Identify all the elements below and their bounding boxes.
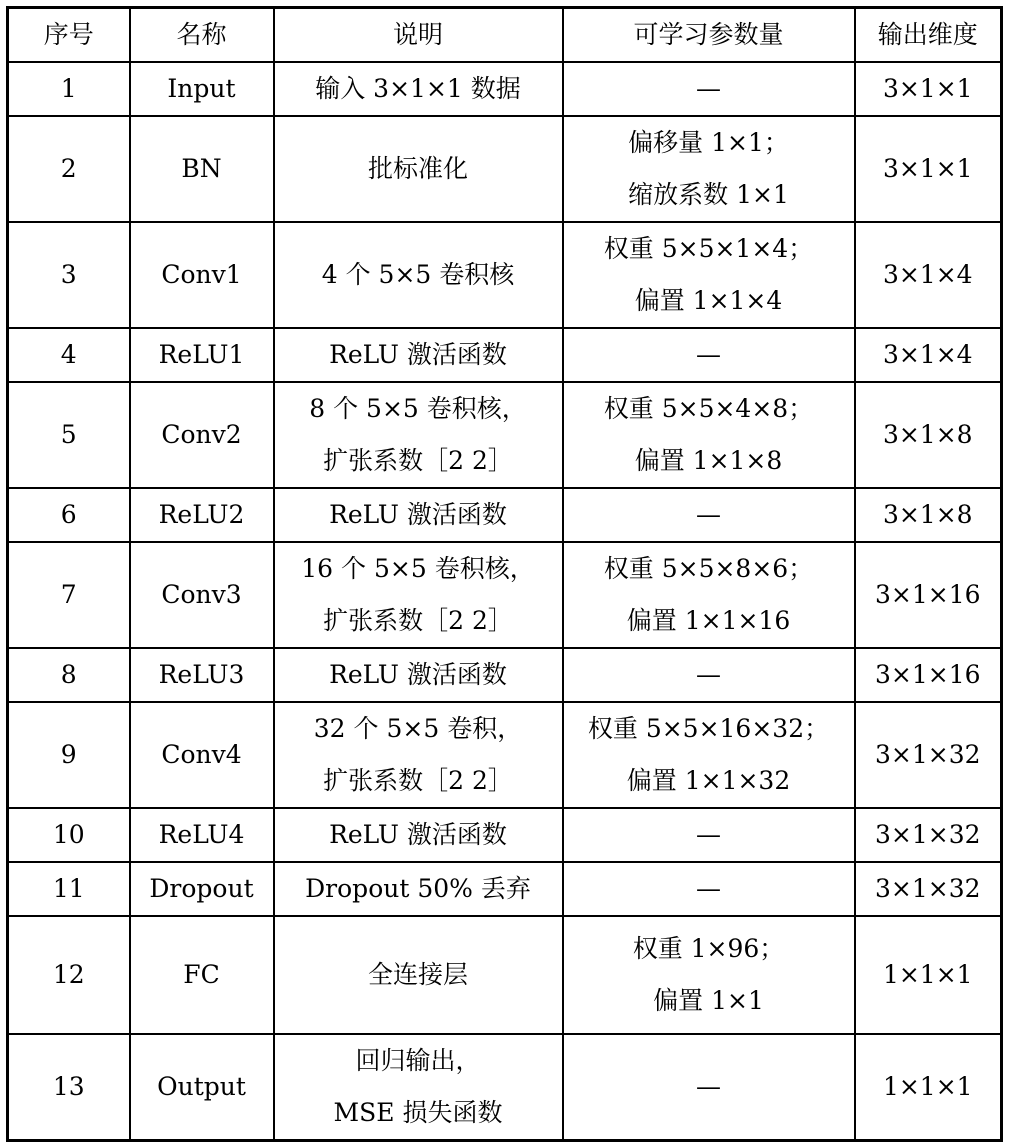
- cell-index: 5: [8, 382, 130, 488]
- cell-output-dimension: 3×1×16: [855, 648, 1002, 702]
- cell-description: [274, 328, 563, 382]
- cell-name: Conv1: [130, 222, 274, 328]
- cell-learnable-params: [563, 328, 855, 382]
- table-row: [8, 862, 1002, 916]
- cell-description-line: 扩张系数［2 2］: [323, 446, 513, 475]
- cell-index: 2: [8, 116, 130, 222]
- cell-description-line: 8 个 5×5 卷积核，: [309, 394, 527, 423]
- cell-index: 13: [8, 1034, 130, 1141]
- cell-learnable-params-line: 缩放系数 1×1: [628, 180, 789, 209]
- cell-description-line: MSE 损失函数: [333, 1098, 503, 1127]
- cell-name: Conv2: [130, 382, 274, 488]
- table-row: [8, 488, 1002, 542]
- cell-name: FC: [130, 916, 274, 1034]
- cell-description-line: 批标准化: [367, 154, 468, 183]
- cell-description-line: Dropout 50% 丢弃: [305, 874, 531, 903]
- cell-index: 4: [8, 328, 130, 382]
- cell-description-line: ReLU 激活函数: [329, 500, 507, 529]
- cell-description: [274, 702, 563, 808]
- cell-learnable-params-line: —: [696, 340, 721, 369]
- cell-output-dimension: 3×1×8: [855, 488, 1002, 542]
- cell-name: Conv4: [130, 702, 274, 808]
- cell-index: 9: [8, 702, 130, 808]
- cell-name: ReLU4: [130, 808, 274, 862]
- table-row: [8, 328, 1002, 382]
- table-row: [8, 916, 1002, 1034]
- cell-description-line: 全连接层: [367, 960, 468, 989]
- cell-index: 12: [8, 916, 130, 1034]
- cell-output-dimension: 3×1×4: [855, 328, 1002, 382]
- cell-learnable-params-line: 权重 5×5×4×8；: [603, 394, 814, 423]
- header-row: [8, 8, 1002, 63]
- table-row: [8, 808, 1002, 862]
- cell-description-line: ReLU 激活函数: [329, 340, 507, 369]
- cell-output-dimension: 1×1×1: [855, 916, 1002, 1034]
- cell-learnable-params: [563, 808, 855, 862]
- cell-learnable-params-line: —: [696, 874, 721, 903]
- cell-name: Input: [130, 62, 274, 116]
- cell-output-dimension: 3×1×32: [855, 808, 1002, 862]
- cell-learnable-params: [563, 488, 855, 542]
- cell-description: [274, 542, 563, 648]
- cell-learnable-params-line: 权重 1×96；: [632, 934, 785, 963]
- cell-name: ReLU3: [130, 648, 274, 702]
- cell-learnable-params-line: 权重 5×5×1×4；: [603, 234, 814, 263]
- cell-learnable-params-line: —: [696, 74, 721, 103]
- cell-name: Conv3: [130, 542, 274, 648]
- table-row: [8, 542, 1002, 648]
- cell-output-dimension: 3×1×32: [855, 862, 1002, 916]
- cell-index: 10: [8, 808, 130, 862]
- cell-learnable-params-line: 权重 5×5×16×32；: [587, 714, 830, 743]
- cell-index: 8: [8, 648, 130, 702]
- cell-learnable-params: [563, 702, 855, 808]
- cell-index: 1: [8, 62, 130, 116]
- cell-description-line: 扩张系数［2 2］: [323, 606, 513, 635]
- cell-description-line: 32 个 5×5 卷积，: [313, 714, 523, 743]
- cell-description: [274, 648, 563, 702]
- cell-description: [274, 916, 563, 1034]
- cell-name: BN: [130, 116, 274, 222]
- cell-learnable-params-line: 偏置 1×1×32: [626, 766, 791, 795]
- cell-name: ReLU1: [130, 328, 274, 382]
- network-structure-table: [6, 6, 1003, 1142]
- cell-description: [274, 808, 563, 862]
- cell-learnable-params-line: 权重 5×5×8×6；: [603, 554, 814, 583]
- cell-index: 6: [8, 488, 130, 542]
- cell-name: Output: [130, 1034, 274, 1141]
- cell-description: [274, 116, 563, 222]
- cell-description-line: 16 个 5×5 卷积核，: [301, 554, 535, 583]
- cell-learnable-params-line: —: [696, 1072, 721, 1101]
- cell-output-dimension: 3×1×4: [855, 222, 1002, 328]
- cell-index: 11: [8, 862, 130, 916]
- cell-learnable-params: [563, 62, 855, 116]
- cell-description-line: 4 个 5×5 卷积核: [321, 260, 515, 289]
- cell-learnable-params-line: 偏移量 1×1；: [628, 128, 789, 157]
- cell-learnable-params: [563, 222, 855, 328]
- table-row: [8, 702, 1002, 808]
- header-description: 说明: [274, 8, 563, 63]
- cell-description: [274, 862, 563, 916]
- cell-description-line: 回归输出，: [355, 1046, 481, 1075]
- cell-output-dimension: 3×1×8: [855, 382, 1002, 488]
- cell-description-line: ReLU 激活函数: [329, 660, 507, 689]
- cell-learnable-params: [563, 648, 855, 702]
- table-row: [8, 648, 1002, 702]
- cell-learnable-params-line: 偏置 1×1: [653, 986, 764, 1015]
- cell-output-dimension: 3×1×32: [855, 702, 1002, 808]
- table-body: [8, 62, 1002, 1141]
- cell-output-dimension: 1×1×1: [855, 1034, 1002, 1141]
- cell-description: [274, 222, 563, 328]
- cell-index: 3: [8, 222, 130, 328]
- cell-learnable-params: [563, 542, 855, 648]
- cell-learnable-params-line: —: [696, 500, 721, 529]
- cell-name: Dropout: [130, 862, 274, 916]
- table-row: [8, 62, 1002, 116]
- cell-learnable-params: [563, 116, 855, 222]
- cell-learnable-params: [563, 916, 855, 1034]
- header-output-dimension: 输出维度: [855, 8, 1002, 63]
- cell-output-dimension: 3×1×1: [855, 62, 1002, 116]
- header-index: 序号: [8, 8, 130, 63]
- cell-learnable-params-line: 偏置 1×1×16: [626, 606, 791, 635]
- table-row: [8, 382, 1002, 488]
- cell-index: 7: [8, 542, 130, 648]
- cell-learnable-params-line: 偏置 1×1×8: [634, 446, 783, 475]
- cell-learnable-params: [563, 382, 855, 488]
- cell-description: [274, 382, 563, 488]
- cell-learnable-params-line: —: [696, 820, 721, 849]
- cell-description-line: ReLU 激活函数: [329, 820, 507, 849]
- cell-output-dimension: 3×1×16: [855, 542, 1002, 648]
- cell-learnable-params: [563, 862, 855, 916]
- table-row: [8, 116, 1002, 222]
- cell-learnable-params-line: —: [696, 660, 721, 689]
- cell-name: ReLU2: [130, 488, 274, 542]
- header-learnable-params: 可学习参数量: [563, 8, 855, 63]
- cell-description: [274, 488, 563, 542]
- cell-learnable-params-line: 偏置 1×1×4: [634, 286, 783, 315]
- cell-description-line: 扩张系数［2 2］: [323, 766, 513, 795]
- cell-description-line: 输入 3×1×1 数据: [315, 74, 521, 103]
- header-name: 名称: [130, 8, 274, 63]
- cell-output-dimension: 3×1×1: [855, 116, 1002, 222]
- table-row: [8, 222, 1002, 328]
- cell-description: [274, 62, 563, 116]
